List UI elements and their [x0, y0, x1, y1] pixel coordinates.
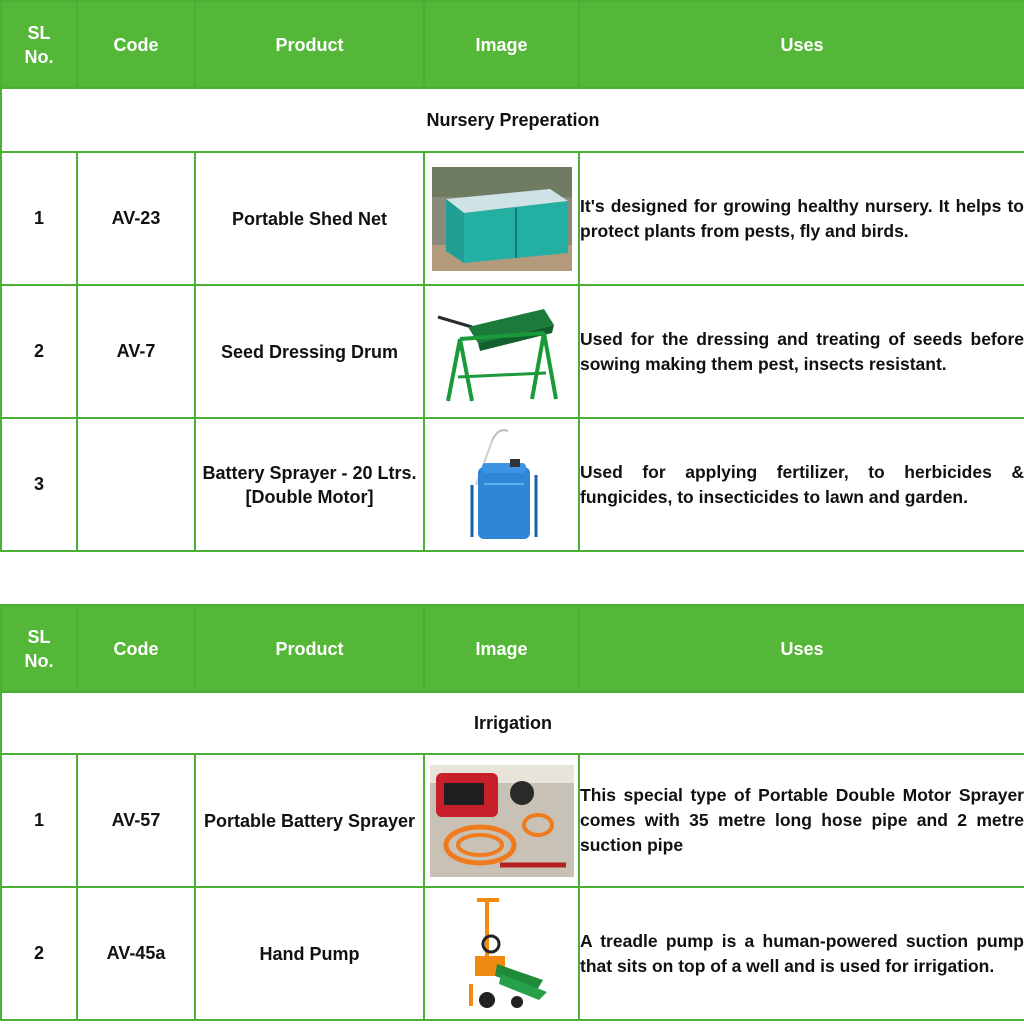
cell-uses: Used for the dressing and treating of seeds before sowing making them pest, insects resistant.	[579, 285, 1024, 418]
header-code: Code	[77, 605, 195, 692]
section-row	[1, 88, 1024, 152]
cell-image	[424, 418, 579, 551]
cell-uses: It's designed for growing healthy nursery. It helps to protect plants from pests, fly and birds.	[579, 152, 1024, 285]
section-row	[1, 692, 1024, 754]
shed-net-photo	[432, 167, 572, 271]
header-image: Image	[424, 1, 579, 88]
treadle-pump-photo	[447, 894, 557, 1014]
section-title: Nursery Preperation	[1, 88, 1024, 152]
cell-uses: Used for applying fertilizer, to herbicides & fungicides, to insecticides to lawn and garden.	[579, 418, 1024, 551]
header-row	[1, 605, 1024, 692]
header-sl: SL No.	[1, 1, 77, 88]
cell-image	[424, 754, 579, 887]
cell-code: AV-57	[77, 754, 195, 887]
table-row	[1, 418, 1024, 551]
header-image: Image	[424, 605, 579, 692]
header-product: Product	[195, 605, 424, 692]
cell-sl: 1	[1, 754, 77, 887]
cell-product: Battery Sprayer - 20 Ltrs. [Double Motor]	[195, 418, 424, 551]
cell-sl: 2	[1, 285, 77, 418]
cell-product: Portable Shed Net	[195, 152, 424, 285]
cell-product: Portable Battery Sprayer	[195, 754, 424, 887]
cell-sl: 1	[1, 152, 77, 285]
cell-sl: 2	[1, 887, 77, 1020]
product-table-irrigation	[0, 604, 1024, 1021]
header-uses: Uses	[579, 1, 1024, 88]
table-row	[1, 285, 1024, 418]
header-product: Product	[195, 1, 424, 88]
cell-sl: 3	[1, 418, 77, 551]
header-uses: Uses	[579, 605, 1024, 692]
cell-image	[424, 887, 579, 1020]
header-code: Code	[77, 1, 195, 88]
seed-drum-photo	[432, 297, 572, 407]
portable-sprayer-photo	[430, 765, 574, 877]
cell-uses: This special type of Portable Double Motor Sprayer comes with 35 metre long hose pipe and 2 metre suction pipe	[579, 754, 1024, 887]
table-row	[1, 152, 1024, 285]
header-row	[1, 1, 1024, 88]
cell-image	[424, 152, 579, 285]
cell-code: AV-7	[77, 285, 195, 418]
cell-code: AV-45a	[77, 887, 195, 1020]
cell-uses: A treadle pump is a human-powered suction pump that sits on top of a well and is used for irrigation.	[579, 887, 1024, 1020]
cell-code: AV-23	[77, 152, 195, 285]
table-row	[1, 754, 1024, 887]
table-row	[1, 887, 1024, 1020]
cell-code	[77, 418, 195, 551]
cell-image	[424, 285, 579, 418]
header-sl: SL No.	[1, 605, 77, 692]
cell-product: Seed Dressing Drum	[195, 285, 424, 418]
backpack-sprayer-photo	[452, 425, 552, 545]
section-title: Irrigation	[1, 692, 1024, 754]
cell-product: Hand Pump	[195, 887, 424, 1020]
